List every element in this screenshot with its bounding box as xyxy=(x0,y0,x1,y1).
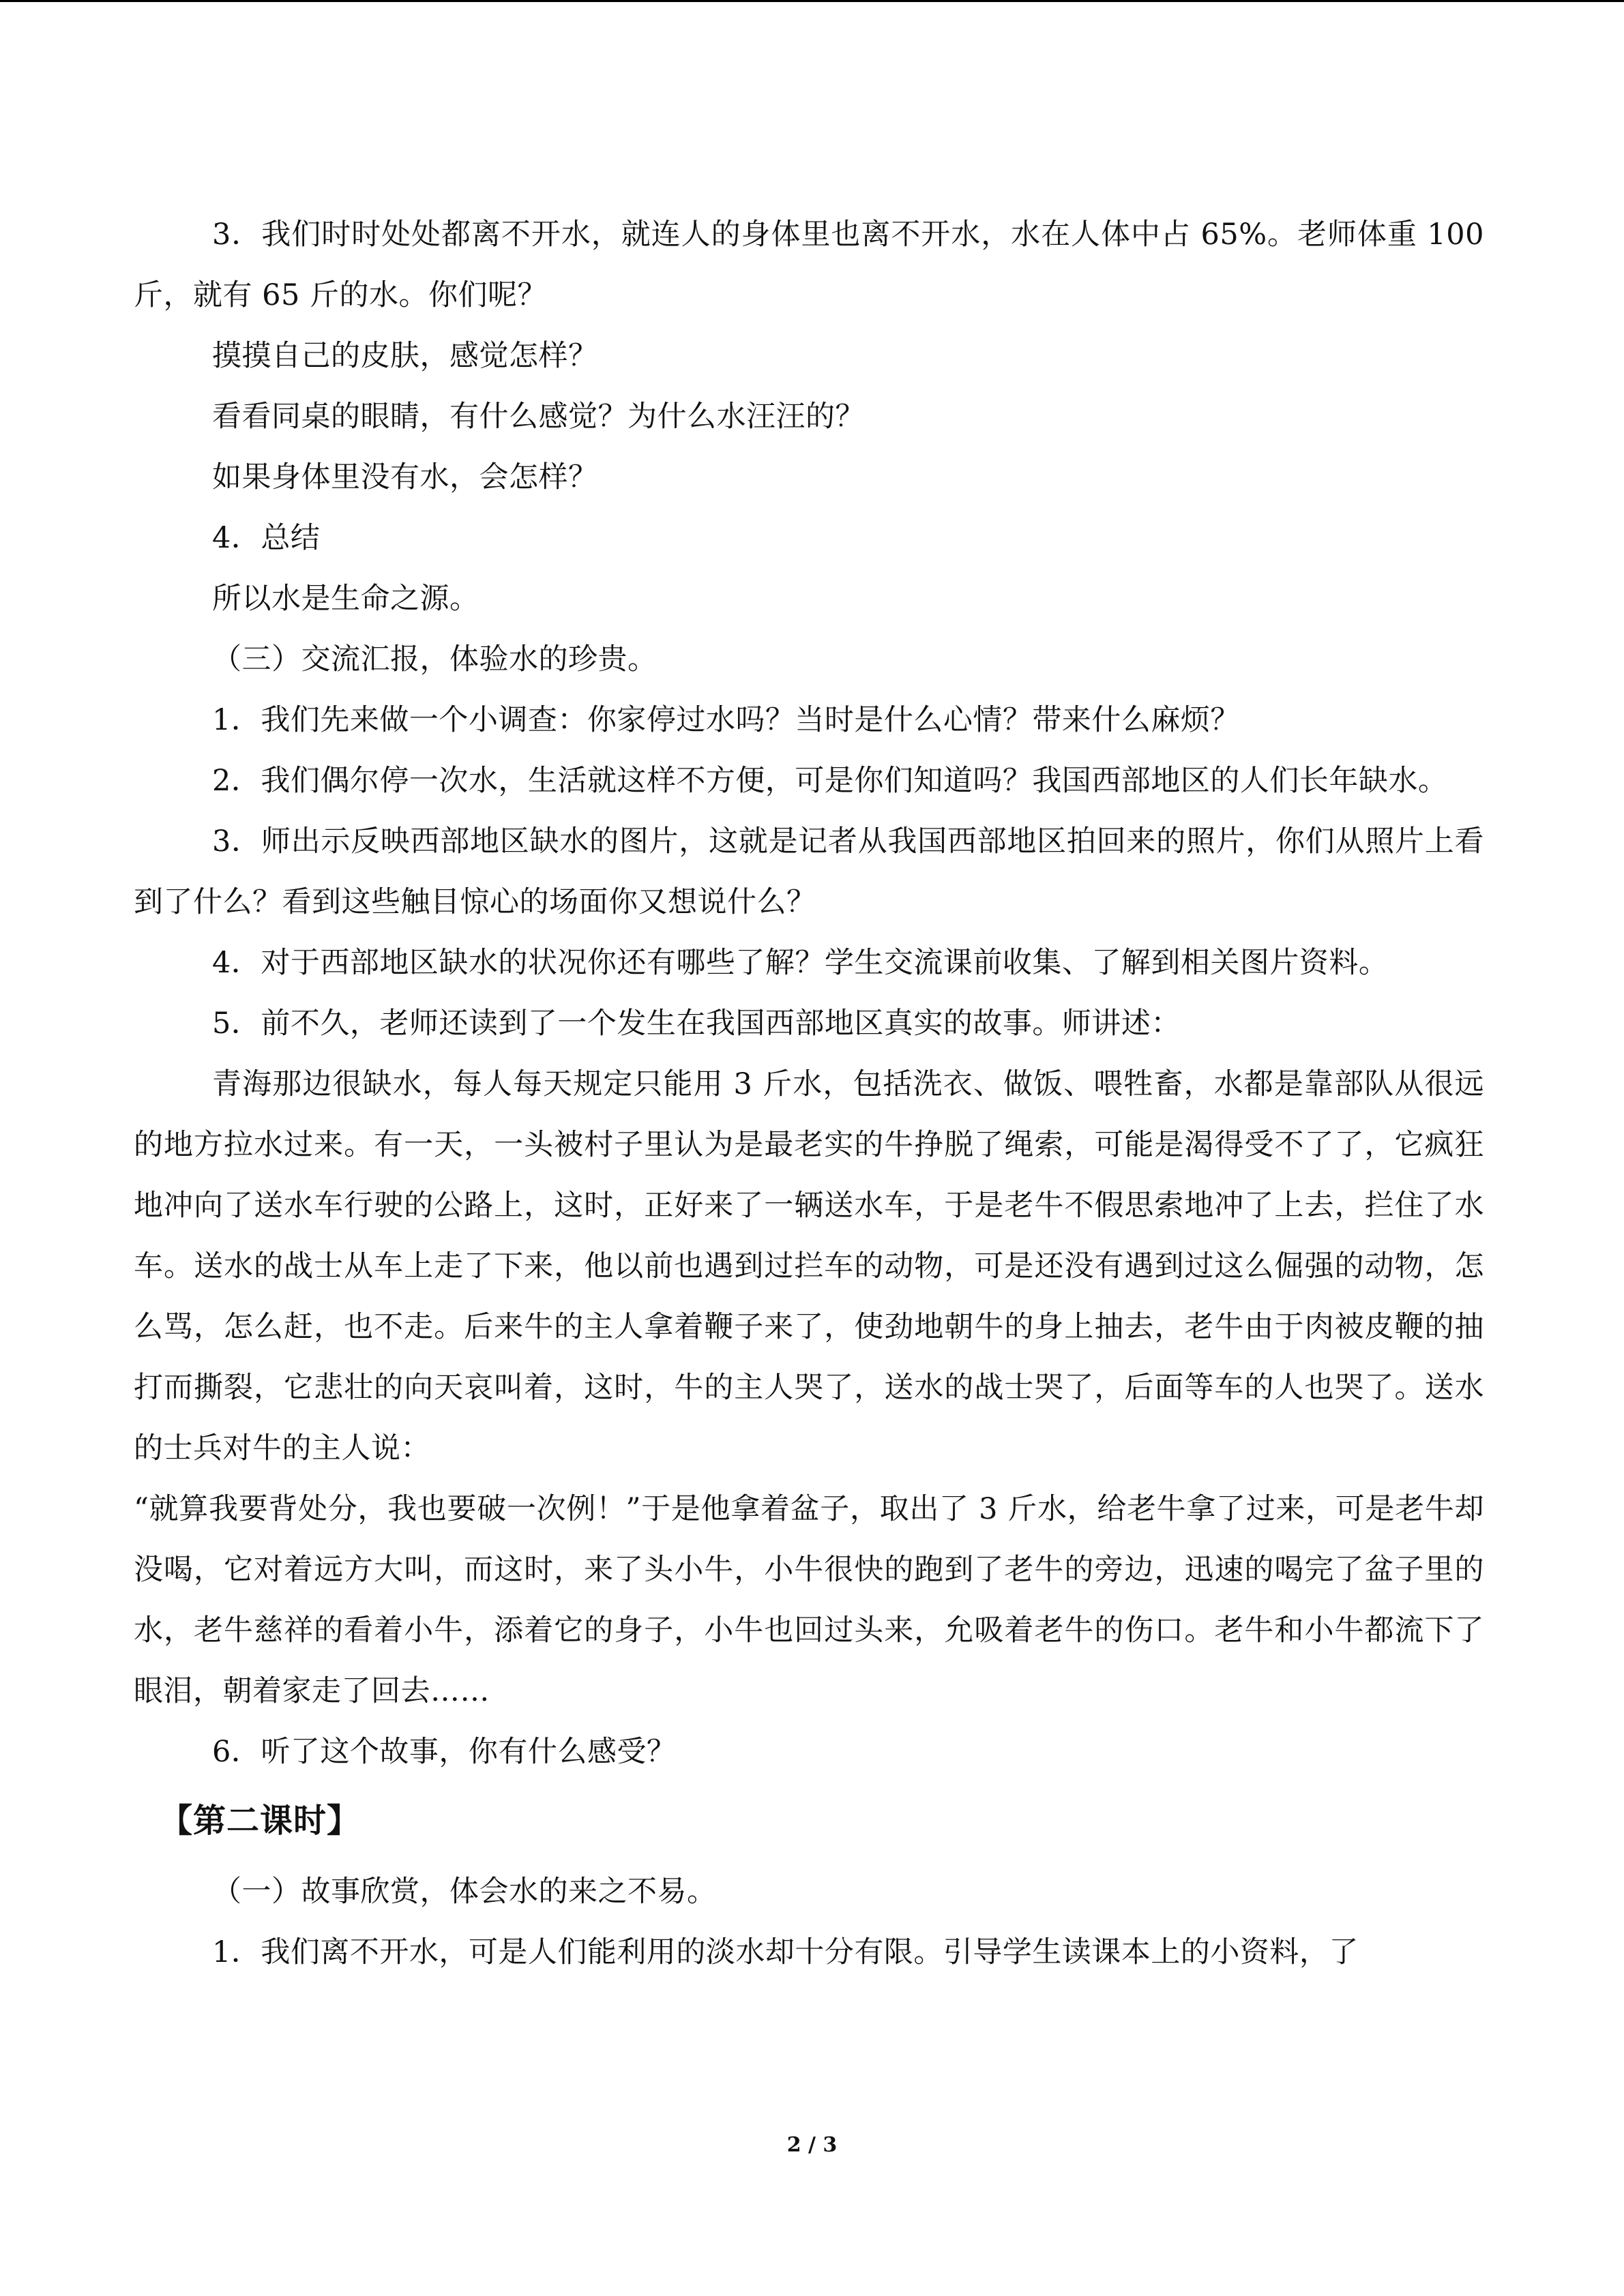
paragraph: 1．我们离不开水，可是人们能利用的淡水却十分有限。引导学生读课本上的小资料，了 xyxy=(212,1935,1359,1969)
paragraph: 摸摸自己的皮肤，感觉怎样？ xyxy=(212,339,598,373)
paragraph: 如果身体里没有水，会怎样？ xyxy=(212,460,598,494)
document-body xyxy=(134,205,1484,1983)
top-border-line xyxy=(0,0,1624,2)
section-heading: 【第二课时】 xyxy=(160,1802,361,1840)
page-number: 2 / 3 xyxy=(786,2133,838,2157)
paragraph: 3．我们时时处处都离不开水，就连人的身体里也离不开水，水在人体中占 65%。老师体重 100 斤，就有 65 斤的水。你们呢？ xyxy=(134,218,1484,312)
paragraph: 1．我们先来做一个小调查：你家停过水吗？当时是什么心情？带来什么麻烦？ xyxy=(212,703,1240,737)
paragraph: 5．前不久，老师还读到了一个发生在我国西部地区真实的故事。师讲述： xyxy=(212,1007,1181,1041)
story-paragraph: 青海那边很缺水，每人每天规定只能用 3 斤水，包括洗衣、做饭、喂牲畜，水都是靠部队从很远的地方拉水过来。有一天，一头被村子里认为是最老实的牛挣脱了绳索，可能是渴得受不了了，它疯狂地冲向了送水车行驶的公路上，这时，正好来了一辆送水车，于是老牛不假思索地冲了上去，拦住了水车。送水的战士从车上走了下来，他以前也遇到过拦车的动物，可是还没有遇到过这么倔强的动物，怎么骂，怎么赶，也不走。后来牛的主人拿着鞭子来了，使劲地朝牛的身上抽去，老牛由于肉被皮鞭的抽打而撕裂，它悲壮的向天哀叫着，这时，牛的主人哭了，送水的战士哭了，后面等车的人也哭了。送水的士兵对牛的主人说： xyxy=(134,1067,1484,1465)
paragraph: 3．师出示反映西部地区缺水的图片，这就是记者从我国西部地区拍回来的照片，你们从照片上看到了什么？看到这些触目惊心的场面你又想说什么？ xyxy=(134,824,1484,919)
paragraph: （一）故事欣赏，体会水的来之不易。 xyxy=(212,1875,717,1909)
paragraph: 4．对于西部地区缺水的状况你还有哪些了解？学生交流课前收集、了解到相关图片资料。 xyxy=(212,946,1389,980)
story-quote-paragraph: “就算我要背处分，我也要破一次例！”于是他拿着盆子，取出了 3 斤水，给老牛拿了过来，可是老牛却没喝，它对着远方大叫，而这时，来了头小牛，小牛很快的跑到了老牛的旁边，迅速的喝完了盆子里的水，老牛慈祥的看着小牛，添着它的身子，小牛也回过头来，允吸着老牛的伤口。老牛和小牛都流下了眼泪，朝着家走了回去…… xyxy=(134,1492,1484,1708)
paragraph: 看看同桌的眼睛，有什么感觉？为什么水汪汪的？ xyxy=(212,400,865,434)
paragraph: （三）交流汇报，体验水的珍贵。 xyxy=(212,642,658,676)
paragraph: 4．总结 xyxy=(212,521,321,555)
paragraph: 2．我们偶尔停一次水，生活就这样不方便，可是你们知道吗？我国西部地区的人们长年缺水。 xyxy=(212,764,1448,798)
paragraph: 所以水是生命之源。 xyxy=(212,582,479,616)
paragraph: 6．听了这个故事，你有什么感受？ xyxy=(212,1735,677,1769)
